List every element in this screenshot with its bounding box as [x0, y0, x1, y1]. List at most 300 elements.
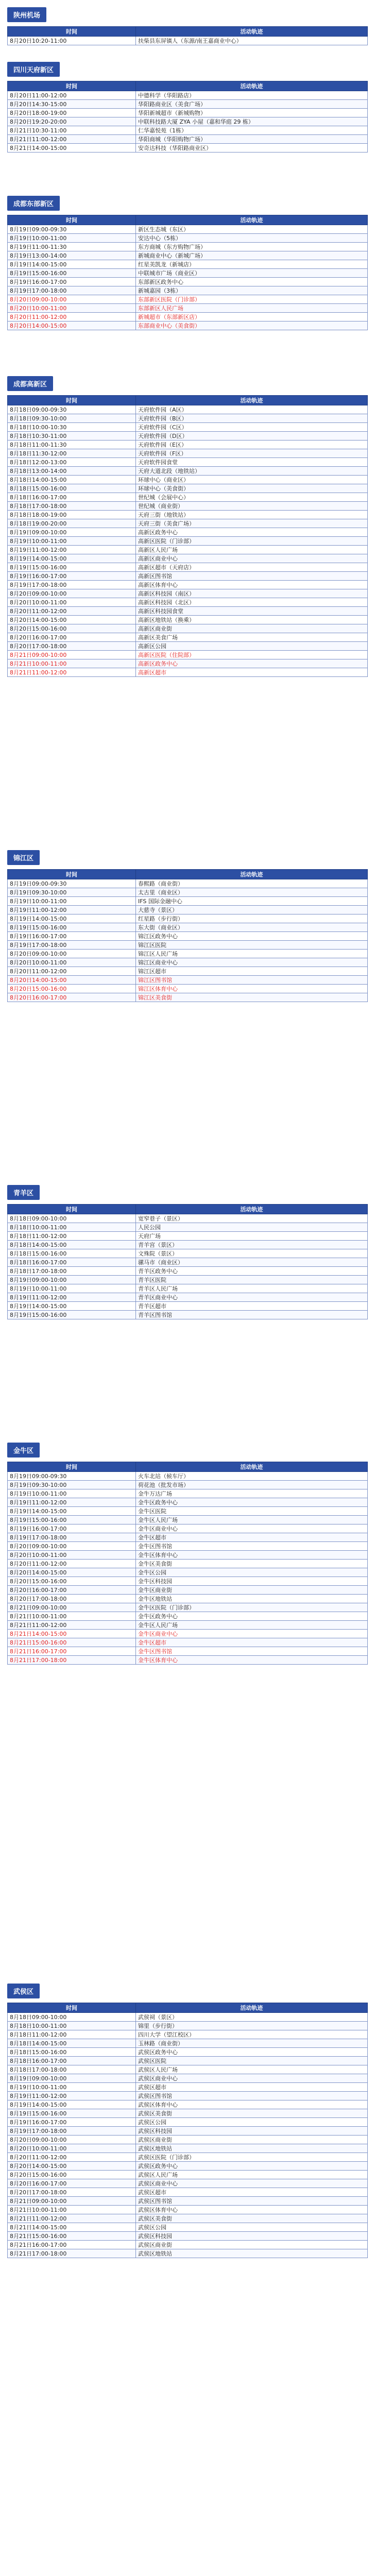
- cell-location: 武侯区商业街: [136, 2136, 368, 2144]
- cell-time: 8月18日15:00-16:00: [8, 1249, 136, 1258]
- section-wuhou: [7, 1984, 368, 2258]
- cell-location: 天府软件园（E区）: [136, 440, 368, 449]
- section-title: 锦江区: [7, 850, 40, 865]
- cell-location: 新城嘉园（3栋）: [136, 286, 368, 295]
- cell-time: 8月20日18:00-19:00: [8, 109, 136, 117]
- cell-location: 新城超市（东部新区店）: [136, 313, 368, 321]
- table-row: [8, 1560, 368, 1568]
- cell-location: 青羊区人民广场: [136, 1284, 368, 1293]
- cell-location: 武侯祠（景区）: [136, 2013, 368, 2022]
- cell-time: 8月20日14:00-15:00: [8, 616, 136, 624]
- table-row: [8, 2136, 368, 2144]
- cell-location: 天府三街（地铁站）: [136, 511, 368, 519]
- cell-location: 高新区科技园（南区）: [136, 589, 368, 598]
- cell-location: 大慈寺（景区）: [136, 906, 368, 914]
- cell-location: 金牛区科技园: [136, 1577, 368, 1586]
- table-body: [8, 405, 368, 677]
- cell-location: 天府软件园（D区）: [136, 432, 368, 440]
- cell-location: 高新区图书馆: [136, 572, 368, 581]
- cell-location: 安达中心（5栋）: [136, 234, 368, 243]
- cell-location: 东部商业中心（美食街）: [136, 321, 368, 330]
- cell-time: 8月20日15:00-16:00: [8, 624, 136, 633]
- table-body: [8, 1472, 368, 1665]
- cell-location: 春熙路（商业街）: [136, 879, 368, 888]
- section-title: 武侯区: [7, 1984, 40, 1998]
- cell-time: 8月19日10:00-11:00: [8, 1489, 136, 1498]
- table-row: [8, 2171, 368, 2179]
- table-row: [8, 432, 368, 440]
- cell-location: 武侯区图书馆: [136, 2197, 368, 2206]
- cell-time: 8月18日17:00-18:00: [8, 2065, 136, 2074]
- table-row: [8, 2030, 368, 2039]
- table-row: [8, 958, 368, 967]
- cell-location: 武侯区超市: [136, 2188, 368, 2197]
- table-row: [8, 2206, 368, 2214]
- table-row: [8, 659, 368, 668]
- table-row: [8, 1258, 368, 1267]
- cell-location: 高新区商业街: [136, 624, 368, 633]
- cell-location: 武侯区政务中心: [136, 2162, 368, 2171]
- cell-location: 高新区体育中心: [136, 581, 368, 589]
- cell-time: 8月18日09:00-10:00: [8, 2013, 136, 2022]
- cell-time: 8月20日17:00-18:00: [8, 2188, 136, 2197]
- cell-location: 高新区公园: [136, 642, 368, 651]
- cell-location: 扶柴县东屏镇人（东源/南王嘉商业中心）: [136, 37, 368, 45]
- cell-location: 宽窄巷子（景区）: [136, 1214, 368, 1223]
- cell-time: 8月18日19:00-20:00: [8, 519, 136, 528]
- cell-time: 8月21日17:00-18:00: [8, 1656, 136, 1665]
- cell-time: 8月18日09:00-10:00: [8, 1214, 136, 1223]
- cell-time: 8月20日11:00-12:00: [8, 1560, 136, 1568]
- cell-location: 东部新区政务中心: [136, 278, 368, 286]
- cell-location: 金牛区医院: [136, 1507, 368, 1516]
- cell-time: 8月20日17:00-18:00: [8, 642, 136, 651]
- cell-location: 荷花池（批发市场）: [136, 1481, 368, 1489]
- table-row: [8, 37, 368, 45]
- table-row: [8, 493, 368, 502]
- table-row: [8, 1595, 368, 1603]
- table-row: [8, 1302, 368, 1311]
- cell-time: 8月20日10:20-11:00: [8, 37, 136, 45]
- cell-time: 8月19日10:00-11:00: [8, 537, 136, 546]
- cell-time: 8月19日17:00-18:00: [8, 286, 136, 295]
- cell-location: 金牛区体育中心: [136, 1656, 368, 1665]
- cell-location: 文殊院（景区）: [136, 1249, 368, 1258]
- table-row: [8, 1656, 368, 1665]
- cell-time: 8月20日10:00-11:00: [8, 958, 136, 967]
- cell-location: 武侯区医院（门诊部）: [136, 2153, 368, 2162]
- trajectory-table: [7, 395, 368, 677]
- table-row: [8, 1507, 368, 1516]
- cell-time: 8月20日11:00-12:00: [8, 313, 136, 321]
- cell-time: 8月21日09:00-10:00: [8, 651, 136, 659]
- cell-time: 8月21日10:30-11:00: [8, 126, 136, 135]
- cell-time: 8月18日11:00-12:00: [8, 2030, 136, 2039]
- cell-time: 8月19日15:00-16:00: [8, 2109, 136, 2118]
- cell-location: 金牛区超市: [136, 1638, 368, 1647]
- header-location: 活动轨迹: [136, 215, 368, 225]
- cell-time: 8月18日14:00-15:00: [8, 2039, 136, 2048]
- section-high-tech-zone: [7, 376, 368, 677]
- table-row: [8, 304, 368, 313]
- cell-time: 8月19日09:00-09:30: [8, 1472, 136, 1481]
- section-jinniu: [7, 1443, 368, 1665]
- table-row: [8, 1621, 368, 1630]
- section-title: 青羊区: [7, 1185, 40, 1200]
- cell-time: 8月21日14:00-15:00: [8, 1630, 136, 1638]
- cell-time: 8月18日09:00-09:30: [8, 405, 136, 414]
- table-row: [8, 2153, 368, 2162]
- table-row: [8, 2039, 368, 2048]
- table-row: [8, 117, 368, 126]
- cell-location: 中德科学（华阳路店）: [136, 91, 368, 100]
- cell-time: 8月19日10:00-11:00: [8, 897, 136, 906]
- header-time: 时间: [8, 81, 136, 91]
- table-row: [8, 1524, 368, 1533]
- cell-time: 8月19日16:00-17:00: [8, 932, 136, 941]
- table-row: [8, 2013, 368, 2022]
- table-row: [8, 476, 368, 484]
- cell-location: 红星美凯龙（新城店）: [136, 260, 368, 269]
- cell-location: 中联城市广场（商业区）: [136, 269, 368, 278]
- table-row: [8, 967, 368, 976]
- table-row: [8, 1612, 368, 1621]
- cell-location: 高新区超市: [136, 668, 368, 677]
- cell-time: 8月20日11:00-12:00: [8, 2153, 136, 2162]
- table-row: [8, 313, 368, 321]
- table-row: [8, 598, 368, 607]
- cell-time: 8月18日10:00-10:30: [8, 423, 136, 432]
- cell-time: 8月21日15:00-16:00: [8, 2232, 136, 2241]
- cell-time: 8月18日09:30-10:00: [8, 414, 136, 423]
- cell-location: 新城商业中心（新城广场）: [136, 251, 368, 260]
- table-row: [8, 519, 368, 528]
- cell-time: 8月20日10:00-11:00: [8, 598, 136, 607]
- table-row: [8, 897, 368, 906]
- cell-location: 高新区人民广场: [136, 546, 368, 554]
- table-row: [8, 1293, 368, 1302]
- cell-time: 8月21日10:00-11:00: [8, 2206, 136, 2214]
- cell-location: 武侯区超市: [136, 2083, 368, 2092]
- cell-location: 东部新区医院（门诊部）: [136, 295, 368, 304]
- cell-location: 武侯区商业中心: [136, 2074, 368, 2083]
- cell-time: 8月21日11:00-12:00: [8, 135, 136, 144]
- table-row: [8, 2249, 368, 2258]
- table-row: [8, 993, 368, 1002]
- cell-time: 8月18日17:00-18:00: [8, 502, 136, 511]
- table-row: [8, 91, 368, 100]
- cell-location: 高新区超市（天府店）: [136, 563, 368, 572]
- cell-time: 8月20日10:00-11:00: [8, 2144, 136, 2153]
- cell-location: 武侯区地铁站: [136, 2144, 368, 2153]
- trajectory-table: [7, 26, 368, 45]
- cell-time: 8月18日17:00-18:00: [8, 1267, 136, 1276]
- cell-location: 高新区医院（住院部）: [136, 651, 368, 659]
- cell-time: 8月19日10:00-11:00: [8, 1284, 136, 1293]
- cell-location: 武侯区美食街: [136, 2214, 368, 2223]
- table-row: [8, 1223, 368, 1232]
- cell-time: 8月19日16:00-17:00: [8, 1524, 136, 1533]
- cell-time: 8月20日10:00-11:00: [8, 304, 136, 313]
- cell-time: 8月19日11:00-12:00: [8, 2092, 136, 2100]
- table-row: [8, 888, 368, 897]
- cell-location: 金牛区商业街: [136, 1586, 368, 1595]
- table-row: [8, 528, 368, 537]
- cell-time: 8月20日09:00-10:00: [8, 589, 136, 598]
- table-row: [8, 914, 368, 923]
- table-row: [8, 109, 368, 117]
- section-title: 金牛区: [7, 1443, 40, 1458]
- table-row: [8, 932, 368, 941]
- cell-location: 青羊宫（景区）: [136, 1241, 368, 1249]
- cell-time: 8月19日15:00-16:00: [8, 1516, 136, 1524]
- table-row: [8, 2109, 368, 2118]
- cell-time: 8月21日14:00-15:00: [8, 144, 136, 152]
- cell-location: 锦江区政务中心: [136, 932, 368, 941]
- cell-location: 锦江区商业中心: [136, 958, 368, 967]
- table-row: [8, 1551, 368, 1560]
- cell-location: 锦江区图书馆: [136, 976, 368, 985]
- table-row: [8, 234, 368, 243]
- cell-time: 8月19日09:00-10:00: [8, 528, 136, 537]
- header-time: 时间: [8, 27, 136, 37]
- cell-location: 金牛区公园: [136, 1568, 368, 1577]
- cell-location: 高新区美食广场: [136, 633, 368, 642]
- table-row: [8, 1232, 368, 1241]
- cell-time: 8月18日18:00-19:00: [8, 511, 136, 519]
- cell-location: 青羊区医院: [136, 1276, 368, 1284]
- table-row: [8, 572, 368, 581]
- table-row: [8, 414, 368, 423]
- cell-location: 锦江区美食街: [136, 993, 368, 1002]
- table-row: [8, 321, 368, 330]
- cell-time: 8月21日16:00-17:00: [8, 1647, 136, 1656]
- table-row: [8, 251, 368, 260]
- table-row: [8, 405, 368, 414]
- table-row: [8, 554, 368, 563]
- cell-time: 8月20日14:00-15:00: [8, 2162, 136, 2171]
- table-row: [8, 144, 368, 152]
- cell-location: 金牛区图书馆: [136, 1647, 368, 1656]
- table-row: [8, 1214, 368, 1223]
- cell-location: 玉林路（商业街）: [136, 2039, 368, 2048]
- cell-location: 金牛区体育中心: [136, 1551, 368, 1560]
- cell-time: 8月20日19:20-20:00: [8, 117, 136, 126]
- cell-time: 8月20日11:00-12:00: [8, 967, 136, 976]
- cell-location: 武侯区政务中心: [136, 2048, 368, 2057]
- cell-time: 8月20日11:00-12:00: [8, 607, 136, 616]
- table-row: [8, 1489, 368, 1498]
- cell-location: 东大街（商业区）: [136, 923, 368, 932]
- table-row: [8, 607, 368, 616]
- cell-time: 8月20日16:00-17:00: [8, 1586, 136, 1595]
- cell-location: 高新区科技园食堂: [136, 607, 368, 616]
- table-row: [8, 2118, 368, 2127]
- cell-location: 武侯区人民广场: [136, 2171, 368, 2179]
- cell-time: 8月19日15:00-16:00: [8, 923, 136, 932]
- table-row: [8, 1498, 368, 1507]
- cell-location: 高新区地铁站（换乘）: [136, 616, 368, 624]
- cell-time: 8月18日10:00-11:00: [8, 2022, 136, 2030]
- cell-time: 8月18日15:00-16:00: [8, 2048, 136, 2057]
- table-row: [8, 2223, 368, 2232]
- cell-time: 8月19日13:00-14:00: [8, 251, 136, 260]
- cell-location: 火车北站（候车厅）: [136, 1472, 368, 1481]
- cell-time: 8月20日09:00-10:00: [8, 950, 136, 958]
- cell-location: 锦江区医院: [136, 941, 368, 950]
- cell-time: 8月19日14:00-15:00: [8, 260, 136, 269]
- cell-location: 太古里（商业区）: [136, 888, 368, 897]
- cell-time: 8月18日14:00-15:00: [8, 1241, 136, 1249]
- table-row: [8, 1311, 368, 1319]
- table-body: [8, 2013, 368, 2258]
- cell-time: 8月21日09:00-10:00: [8, 2197, 136, 2206]
- cell-location: 世纪城（商业街）: [136, 502, 368, 511]
- trajectory-table: [7, 1204, 368, 1319]
- table-row: [8, 2127, 368, 2136]
- cell-location: 天府软件园（A区）: [136, 405, 368, 414]
- cell-location: 金牛区商业中心: [136, 1524, 368, 1533]
- cell-time: 8月21日17:00-18:00: [8, 2249, 136, 2258]
- cell-location: 武侯区医院: [136, 2057, 368, 2065]
- cell-location: 高新区政务中心: [136, 659, 368, 668]
- cell-time: 8月20日09:00-10:00: [8, 2136, 136, 2144]
- trajectory-table: [7, 869, 368, 1002]
- table-row: [8, 1630, 368, 1638]
- table-row: [8, 467, 368, 476]
- cell-location: 安奇达科技（华阳路商业区）: [136, 144, 368, 152]
- cell-location: 武侯区商业街: [136, 2241, 368, 2249]
- table-row: [8, 563, 368, 572]
- cell-time: 8月21日16:00-17:00: [8, 2241, 136, 2249]
- cell-location: 高新区医院（门诊部）: [136, 537, 368, 546]
- cell-location: 武侯区美食街: [136, 2109, 368, 2118]
- cell-time: 8月19日14:00-15:00: [8, 2100, 136, 2109]
- table-row: [8, 624, 368, 633]
- table-row: [8, 633, 368, 642]
- cell-location: 金牛区医院（门诊部）: [136, 1603, 368, 1612]
- table-row: [8, 458, 368, 467]
- cell-time: 8月18日11:00-12:00: [8, 1232, 136, 1241]
- table-row: [8, 879, 368, 888]
- cell-time: 8月19日09:00-09:30: [8, 225, 136, 234]
- header-time: 时间: [8, 2003, 136, 2013]
- table-row: [8, 1516, 368, 1524]
- cell-location: 高新区政务中心: [136, 528, 368, 537]
- table-row: [8, 2022, 368, 2030]
- cell-location: 武侯区公园: [136, 2118, 368, 2127]
- cell-time: 8月19日17:00-18:00: [8, 2127, 136, 2136]
- cell-time: 8月19日11:00-12:00: [8, 1498, 136, 1507]
- cell-time: 8月20日14:00-15:00: [8, 976, 136, 985]
- header-location: 活动轨迹: [136, 1462, 368, 1472]
- table-row: [8, 2065, 368, 2074]
- cell-location: 华阳商城（华阳购物广场）: [136, 135, 368, 144]
- table-row: [8, 906, 368, 914]
- table-row: [8, 2048, 368, 2057]
- table-row: [8, 950, 368, 958]
- cell-location: 天府软件园（B区）: [136, 414, 368, 423]
- table-row: [8, 537, 368, 546]
- cell-time: 8月21日11:00-12:00: [8, 668, 136, 677]
- cell-time: 8月21日11:00-12:00: [8, 1621, 136, 1630]
- cell-location: 金牛区超市: [136, 1533, 368, 1542]
- cell-time: 8月18日10:30-11:00: [8, 432, 136, 440]
- cell-time: 8月20日14:30-15:00: [8, 100, 136, 109]
- table-body: [8, 1214, 368, 1319]
- table-row: [8, 2092, 368, 2100]
- table-row: [8, 1603, 368, 1612]
- cell-location: 天府广场: [136, 1232, 368, 1241]
- cell-location: 东方商城（东方购物广场）: [136, 243, 368, 251]
- table-row: [8, 295, 368, 304]
- cell-time: 8月19日14:00-15:00: [8, 914, 136, 923]
- table-row: [8, 2188, 368, 2197]
- cell-time: 8月18日14:00-15:00: [8, 476, 136, 484]
- cell-time: 8月18日16:00-17:00: [8, 2057, 136, 2065]
- cell-time: 8月19日11:00-11:30: [8, 243, 136, 251]
- table-row: [8, 923, 368, 932]
- cell-location: 中联科技路大厦 ZYA 小屋（嘉和华庭 29 栋）: [136, 117, 368, 126]
- cell-location: 金牛区人民广场: [136, 1516, 368, 1524]
- cell-location: 华阳新城超市（新城购物）: [136, 109, 368, 117]
- table-body: [8, 225, 368, 330]
- cell-time: 8月19日11:00-12:00: [8, 1293, 136, 1302]
- table-row: [8, 269, 368, 278]
- section-shanzhou-airport: [7, 7, 368, 45]
- cell-time: 8月18日11:30-12:00: [8, 449, 136, 458]
- table-row: [8, 2057, 368, 2065]
- cell-time: 8月19日15:00-16:00: [8, 563, 136, 572]
- trajectory-table: [7, 81, 368, 152]
- cell-time: 8月18日13:00-14:00: [8, 467, 136, 476]
- table-row: [8, 1267, 368, 1276]
- cell-time: 8月20日16:00-17:00: [8, 633, 136, 642]
- section-title: 陕州机场: [7, 7, 46, 22]
- cell-location: 金牛区美食街: [136, 1560, 368, 1568]
- table-row: [8, 423, 368, 432]
- cell-location: 金牛区人民广场: [136, 1621, 368, 1630]
- table-row: [8, 642, 368, 651]
- cell-location: 金牛区政务中心: [136, 1612, 368, 1621]
- section-title: 四川天府新区: [7, 62, 60, 77]
- table-row: [8, 2232, 368, 2241]
- cell-location: 新区生态城（东区）: [136, 225, 368, 234]
- cell-time: 8月18日16:00-17:00: [8, 493, 136, 502]
- cell-time: 8月20日16:00-17:00: [8, 993, 136, 1002]
- cell-location: 锦江区体育中心: [136, 985, 368, 993]
- table-row: [8, 1577, 368, 1586]
- table-row: [8, 2241, 368, 2249]
- table-row: [8, 484, 368, 493]
- table-body: [8, 37, 368, 45]
- cell-time: 8月20日14:00-15:00: [8, 321, 136, 330]
- cell-time: 8月19日11:00-12:00: [8, 546, 136, 554]
- cell-location: 华阳路商业区（美食广场）: [136, 100, 368, 109]
- table-row: [8, 2179, 368, 2188]
- cell-location: 天府软件园食堂: [136, 458, 368, 467]
- table-row: [8, 668, 368, 677]
- cell-time: 8月18日10:00-11:00: [8, 1223, 136, 1232]
- table-row: [8, 1284, 368, 1293]
- cell-location: 天府三街（美食广场）: [136, 519, 368, 528]
- cell-location: 锦里（步行街）: [136, 2022, 368, 2030]
- cell-location: 武侯区地铁站: [136, 2249, 368, 2258]
- cell-location: 高新区商业中心: [136, 554, 368, 563]
- cell-time: 8月20日11:00-12:00: [8, 91, 136, 100]
- cell-location: 青羊区商业中心: [136, 1293, 368, 1302]
- section-title: 成都东部新区: [7, 196, 60, 211]
